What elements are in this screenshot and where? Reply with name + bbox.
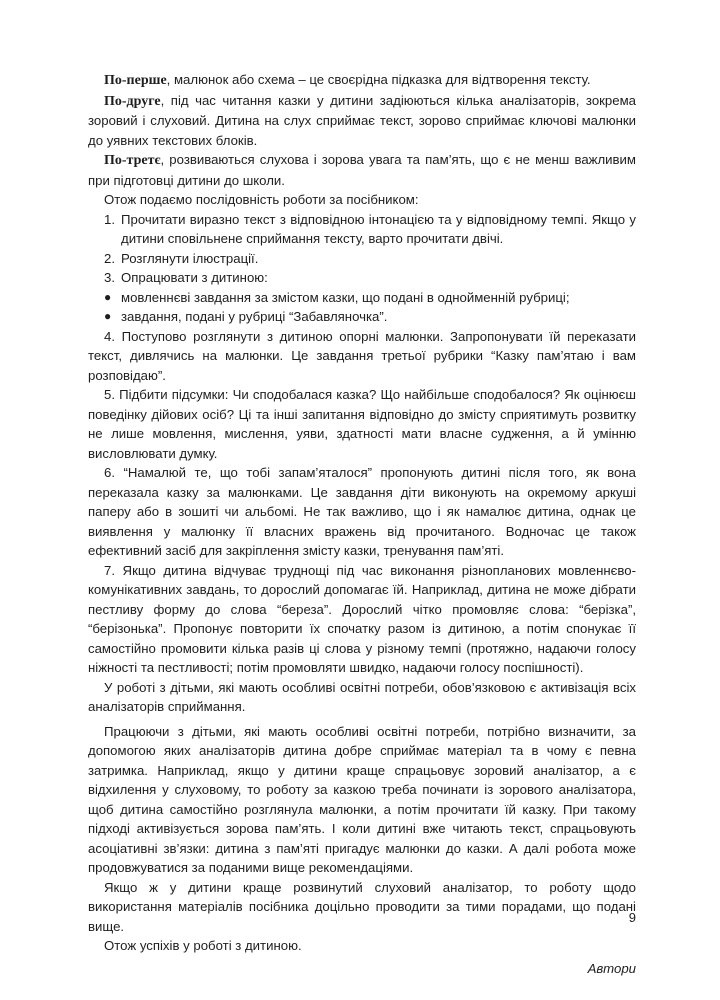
sequence-intro: Отож подаємо послідовність роботи за посібником: [104,192,419,207]
bullet-icon: ● [104,309,112,323]
step-text: Розглянути ілюстрації. [121,250,259,266]
paragraph-text: , малюнок або схема – це своєрідна підказка для відтворення тексту. [166,72,591,87]
page-body [88,70,636,978]
bullet-text: мовленнєві завдання за змістом казки, що подані в однойменній рубриці; [121,289,570,305]
paragraph-text: , розвиваються слухова і зорова увага та пам’ять, що є не менш важливим при підготовці дитини до школи. [88,152,636,188]
bullet-item [88,288,636,308]
paragraph-closing: Отож успіхів у роботі з дитиною. [104,938,302,953]
bullet-text: завдання, подані у рубриці “Забавляночка”. [121,309,388,324]
step-item [88,268,636,288]
step-number: 3. [104,270,115,285]
step-number: 2. [104,250,115,266]
step-item [88,249,636,269]
bullet-item [88,307,636,327]
lead-word: По-друге [104,93,161,109]
step-text: Прочитати виразно текст з відповідною інтонацією та у відповідному темпі. Якщо у дитини сповільнене сприймання тексту, варто прочитати двічі. [121,211,636,246]
paragraph-working: Працюючи з дітьми, які мають особливі освітні потреби, потрібно визначити, за допомогою яких аналізаторів дитина добре сприймає матеріал та в чому є певна затримка. Наприклад, якщо у дитини краще спрацьовує зоровий аналізатор, а є відхилення у слуховому, то роботу за казкою треба починати із зорового аналізатора, щоб дитина самостійно розглянула малюнки, а потім прочитати їй казку. При такому підході активізується зорова пам’ять. І коли дитині вже читають текст, спрацьовують асоціативні зв’язки: дитина з пам’яті пригадує малюнки до казки. А далі робота може продовжуватися за поданими вище рекомендаціями. [88,723,636,875]
step-number: 1. [104,211,115,227]
authors-signature: Автори [587,960,636,976]
bullet-icon: ● [104,289,112,304]
paragraph-step-6: 6. “Намалюй те, що тобі запам’яталося” пропонують дитині після того, як вона переказала казку за малюнками. Це завдання діти виконують на окремому аркуші паперу або в зошиті чи альбомі. Не так важливо, що і як намалює дитина, однак це виявлення у малюнку її власних вражень від прочитаного. Водночас це також ефективний засіб для закріплення змісту казки, тренування пам’яті. [88,465,636,558]
paragraph-step-4: 4. Поступово розглянути з дитиною опорні малюнки. Запропонувати їй переказати текст, дивлячись на малюнки. Це завдання третьої рубрики “Казку пам’ятаю і вам розповідаю”. [88,328,636,383]
paragraph-step-7: 7. Якщо дитина відчуває труднощі під час виконання різнопланових мовленнєво-комунікативних завдань, то дорослий допомагає їй. Наприклад, дитина не може дібрати пестливу форму до слова “береза”. Дорослий чітко промовляє слова: “берізка”, “берізонька”. Пропонує повторити їх спочатку разом із дитиною, а потім спонукає її самостійно промовити кілька разів ці слова у різному темпі (протяжно, надаючи голосу ніжності та пестливості; потім промовляти швидко, надаючи голосу поспішності). [88,562,636,675]
paragraph-text: , під час читання казки у дитини задіюються кілька аналізаторів, зокрема зоровий і слуховий. Дитина на слух сприймає текст, зорово сприймає ключові малюнки до уявних текстових блоків. [88,92,636,148]
paragraph-second [88,91,636,151]
page-number: 9 [628,910,636,925]
step-text: Опрацювати з дитиною: [121,270,268,285]
paragraph-first [88,70,636,91]
paragraph-third [88,150,636,190]
paragraph-auditory: Якщо ж у дитини краще розвинутий слуховий аналізатор, то роботу щодо використання матеріалів посібника доцільно проводити за тими порадами, що подані вище. [88,879,636,934]
step-item [88,210,636,249]
lead-word: По-перше [104,73,167,88]
paragraph-step-5: 5. Підбити підсумки: Чи сподобалася казка? Що найбільше сподобалося? Як оцінюєш поведінку дійових осіб? Ці та інші запитання відповідно до змісту сприятимуть розвитку не лише мовлення, мислення, уяви, здатності мати власне судження, а й умінню висловлювати думку. [88,387,636,461]
lead-word: По-третє [104,153,161,168]
paragraph-special-needs: У роботі з дітьми, які мають особливі освітні потреби, обов’язковою є активізація всіх аналізаторів сприймання. [88,679,636,714]
